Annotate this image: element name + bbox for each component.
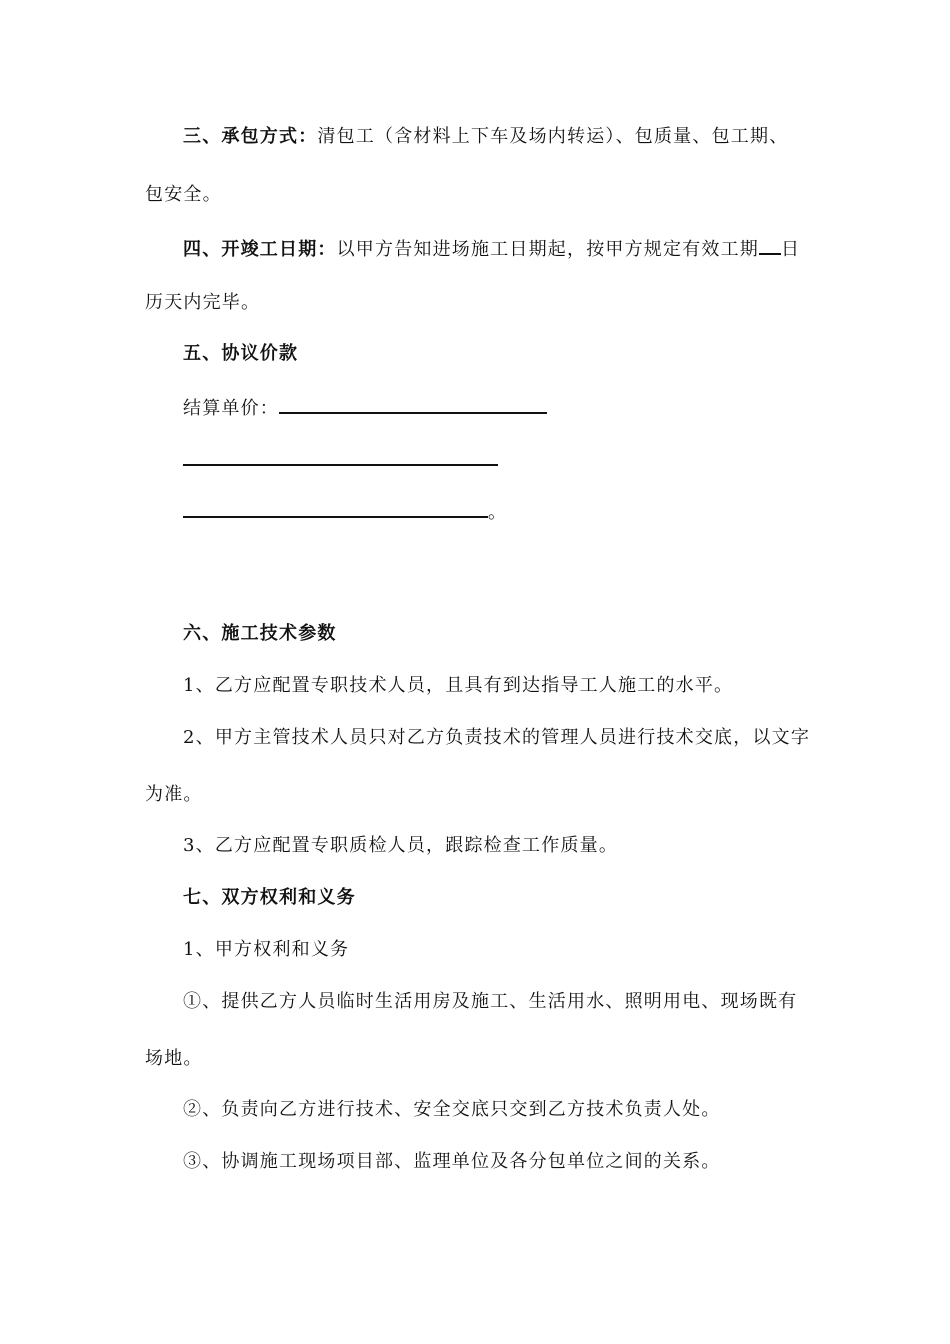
section-7-sub-1: 1、甲方权利和义务 xyxy=(183,939,350,960)
section-6-item-2-continuation: 为准。 xyxy=(145,784,203,805)
section-3-continuation: 包安全。 xyxy=(145,184,222,205)
section-5-heading: 五、协议价款 xyxy=(183,343,299,364)
section-7-point-3: ③、协调施工现场项目部、监理单位及各分包单位之间的关系。 xyxy=(183,1151,721,1172)
section-4-line xyxy=(183,235,800,262)
price-line xyxy=(183,394,547,421)
price-blank-2 xyxy=(183,446,498,466)
section-6-item-2: 2、甲方主管技术人员只对乙方负责技术的管理人员进行技术交底，以文字 xyxy=(183,727,811,748)
price-blank-line-2 xyxy=(183,446,498,473)
section-7-point-1-continuation: 场地。 xyxy=(145,1048,203,1069)
duration-blank xyxy=(759,235,781,255)
section-6-item-3: 3、乙方应配置专职质检人员，跟踪检查工作质量。 xyxy=(183,835,619,856)
section-3-heading: 三、承包方式： xyxy=(183,126,318,147)
section-6-item-1: 1、乙方应配置专职技术人员，且具有到达指导工人施工的水平。 xyxy=(183,675,734,696)
price-end-mark: 。 xyxy=(488,502,508,523)
section-4-heading: 四、开竣工日期： xyxy=(183,239,337,260)
section-7-point-1: ①、提供乙方人员临时生活用房及施工、生活用水、照明用电、现场既有 xyxy=(183,991,798,1012)
section-7-point-2: ②、负责向乙方进行技术、安全交底只交到乙方技术负责人处。 xyxy=(183,1099,721,1120)
section-3-line xyxy=(183,125,788,149)
price-blank xyxy=(279,394,547,414)
section-4-continuation: 历天内完毕。 xyxy=(145,292,261,313)
price-blank-3 xyxy=(183,498,488,518)
section-3-text: 清包工（含材料上下车及场内转运）、包质量、包工期、 xyxy=(317,126,789,147)
section-4-text: 以甲方告知进场施工日期起，按甲方规定有效工期 xyxy=(336,239,760,260)
price-label: 结算单价： xyxy=(183,398,279,419)
section-6-heading: 六、施工技术参数 xyxy=(183,623,337,644)
section-4-text-after: 日 xyxy=(781,239,801,260)
price-blank-line-3 xyxy=(183,498,507,525)
section-7-heading: 七、双方权利和义务 xyxy=(183,887,356,908)
